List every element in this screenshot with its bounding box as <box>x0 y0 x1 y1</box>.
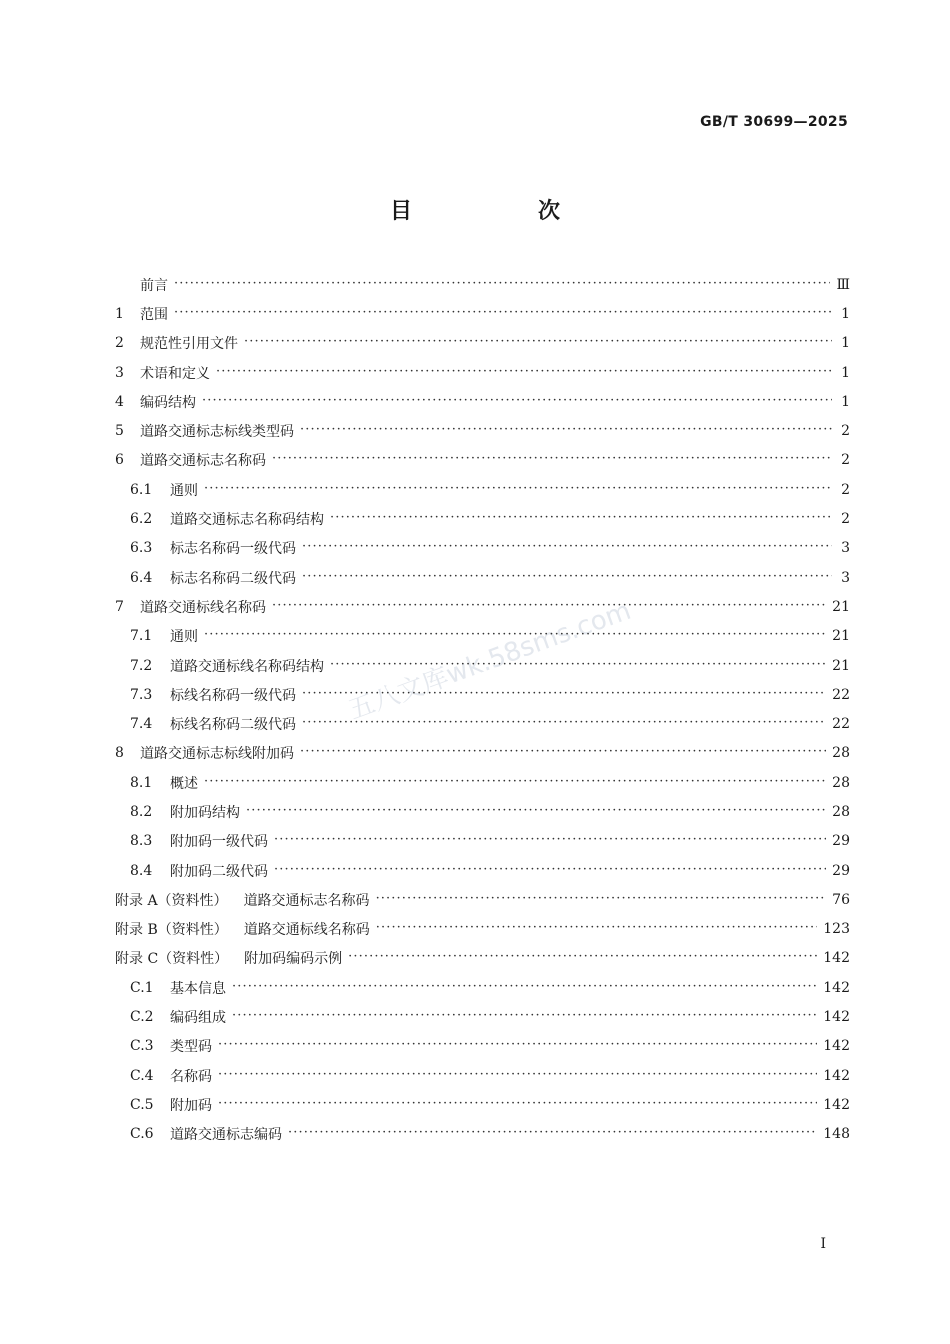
toc-entry[interactable] <box>115 1061 850 1090</box>
toc-entry-page: 2 <box>841 423 850 440</box>
toc-entry[interactable] <box>115 592 850 621</box>
toc-entry[interactable] <box>115 475 850 504</box>
toc-entry-page: 2 <box>841 481 850 498</box>
toc-leader-dots <box>244 336 832 350</box>
toc-entry-number: C.1 <box>130 979 154 996</box>
toc-entry[interactable] <box>115 446 850 475</box>
toc-entry-label: 术语和定义 <box>140 365 210 382</box>
toc-entry-label: 通则 <box>170 482 198 499</box>
toc-entry-number: C.4 <box>130 1067 154 1084</box>
toc-entry-page: 76 <box>832 891 850 908</box>
toc-leader-dots <box>302 717 826 731</box>
toc-entry-number: 6.4 <box>130 569 153 586</box>
toc-entry-label: 基本信息 <box>170 980 226 997</box>
toc-entry[interactable] <box>115 622 850 651</box>
toc-entry-label: 类型码 <box>170 1039 212 1056</box>
toc-entry-label: 附加码编码示例 <box>244 951 343 968</box>
toc-entry-number: 附录 A（资料性） <box>115 892 228 909</box>
toc-entry-label: 道路交通标志名称码结构 <box>170 512 324 529</box>
toc-entry[interactable] <box>115 915 850 944</box>
toc-entry-page: 123 <box>823 921 850 938</box>
toc-entry-page: 22 <box>832 686 850 703</box>
toc-entry-page: 28 <box>832 774 850 791</box>
toc-leader-dots <box>218 1039 817 1053</box>
toc-entry-number: 4 <box>115 393 124 410</box>
toc-entry[interactable] <box>115 768 850 797</box>
toc-entry[interactable] <box>115 270 850 299</box>
toc-entry[interactable] <box>115 944 850 973</box>
toc-entry-label: 附加码 <box>170 1097 212 1114</box>
toc-entry-page: 142 <box>823 1096 850 1113</box>
toc-entry-label: 编码结构 <box>140 394 196 411</box>
toc-entry-page: 3 <box>841 540 850 557</box>
toc-entry-label: 规范性引用文件 <box>140 336 238 353</box>
toc-entry-number: 6 <box>115 452 124 469</box>
toc-entry-label: 道路交通标线名称码结构 <box>170 658 324 675</box>
toc-leader-dots <box>288 1127 817 1141</box>
toc-entry-page: 148 <box>823 1126 850 1143</box>
toc-leader-dots <box>300 746 826 760</box>
toc-leader-dots <box>330 512 832 526</box>
toc-entry-number: 2 <box>115 335 124 352</box>
toc-entry-label: 道路交通标志名称码 <box>140 453 266 470</box>
toc-entry-page: 3 <box>841 569 850 586</box>
toc-entry-page: 1 <box>841 364 850 381</box>
toc-entry[interactable] <box>115 651 850 680</box>
toc-entry-number: 8.3 <box>130 833 153 850</box>
toc-entry-number: 1 <box>115 305 124 322</box>
toc-leader-dots <box>376 922 818 936</box>
toc-leader-dots <box>300 424 832 438</box>
toc-entry-number: 3 <box>115 364 124 381</box>
toc-leader-dots <box>376 893 827 907</box>
toc-leader-dots <box>202 395 832 409</box>
toc-entry-number: 6.2 <box>130 511 153 528</box>
toc-entry[interactable] <box>115 358 850 387</box>
toc-leader-dots <box>232 1010 817 1024</box>
toc-entry[interactable] <box>115 1002 850 1031</box>
toc-entry-page: 21 <box>832 598 850 615</box>
toc-entry-page: 21 <box>832 628 850 645</box>
toc-entry-label: 道路交通标志名称码 <box>243 892 370 909</box>
toc-leader-dots <box>246 805 826 819</box>
watermark: 五八文库wk.58sms.com <box>344 595 635 726</box>
toc-entry-number: 7 <box>115 598 124 615</box>
toc-leader-dots <box>174 307 832 321</box>
toc-entry-label: 范围 <box>140 306 168 323</box>
toc-entry[interactable] <box>115 1120 850 1149</box>
toc-entry-page: 142 <box>823 950 850 967</box>
toc-leader-dots <box>272 453 832 467</box>
toc-leader-dots <box>204 629 826 643</box>
toc-entry-number: 6.3 <box>130 540 153 557</box>
toc-entry-number: 7.4 <box>130 716 153 733</box>
toc-entry[interactable] <box>115 1090 850 1119</box>
toc-entry-label: 名称码 <box>170 1068 212 1085</box>
toc-entry-page: 1 <box>841 393 850 410</box>
toc-entry-label: 通则 <box>170 629 198 646</box>
toc-leader-dots <box>232 981 817 995</box>
toc-entry[interactable] <box>115 885 850 914</box>
toc-entry-page: 29 <box>832 833 850 850</box>
toc-leader-dots <box>272 600 826 614</box>
toc-leader-dots <box>218 1098 817 1112</box>
toc-entry-number: C.5 <box>130 1096 154 1113</box>
page-title: 目 次 <box>389 199 612 224</box>
toc-entry-number: 6.1 <box>130 481 153 498</box>
toc-entry-number: 8 <box>115 745 124 762</box>
toc-entry-page: Ⅲ <box>836 276 850 293</box>
toc-entry-page: 2 <box>841 511 850 528</box>
toc-entry-number: 8.1 <box>130 774 153 791</box>
toc-entry[interactable] <box>115 739 850 768</box>
toc-entry-number: 7.1 <box>130 628 153 645</box>
toc-entry-number: C.2 <box>130 1009 154 1026</box>
toc-entry-label: 道路交通标志编码 <box>170 1127 282 1144</box>
toc-entry-number: 8.4 <box>130 862 153 879</box>
toc-entry[interactable] <box>115 416 850 445</box>
toc-entry[interactable] <box>115 504 850 533</box>
page-folio: Ⅰ <box>820 1236 826 1252</box>
toc-entry-page: 1 <box>841 335 850 352</box>
toc-entry-page: 29 <box>832 862 850 879</box>
toc-entry[interactable] <box>115 1032 850 1061</box>
toc-entry-number: 8.2 <box>130 803 153 820</box>
toc-entry-number: 附录 B（资料性） <box>115 922 228 939</box>
toc-leader-dots <box>218 1069 817 1083</box>
toc-leader-dots <box>174 278 830 292</box>
toc-leader-dots <box>204 483 832 497</box>
toc-entry-label: 前言 <box>140 277 168 294</box>
toc-leader-dots <box>302 688 826 702</box>
toc-entry-number: 7.2 <box>130 657 153 674</box>
toc-entry-number: 5 <box>115 423 124 440</box>
toc-entry-number: 附录 C（资料性） <box>115 951 229 968</box>
toc-entry-page: 2 <box>841 452 850 469</box>
toc-leader-dots <box>302 541 832 555</box>
toc-entry-label: 标线名称码一级代码 <box>170 687 296 704</box>
toc-leader-dots <box>274 834 826 848</box>
toc-entry-label: 标志名称码一级代码 <box>170 541 296 558</box>
toc-entry-label: 附加码二级代码 <box>170 863 268 880</box>
toc-entry-label: 标线名称码二级代码 <box>170 717 296 734</box>
toc-entry-page: 22 <box>832 716 850 733</box>
toc-entry-label: 标志名称码二级代码 <box>170 570 296 587</box>
toc-entry[interactable] <box>115 680 850 709</box>
toc-entry-label: 道路交通标志标线类型码 <box>140 424 294 441</box>
toc-leader-dots <box>216 366 832 380</box>
toc-entry[interactable] <box>115 387 850 416</box>
toc-entry-page: 28 <box>832 803 850 820</box>
toc-leader-dots <box>348 951 817 965</box>
toc-entry-label: 道路交通标线名称码 <box>243 922 370 939</box>
toc-entry[interactable] <box>115 827 850 856</box>
toc-leader-dots <box>330 659 826 673</box>
toc-entry[interactable] <box>115 973 850 1002</box>
toc-entry-label: 概述 <box>170 775 198 792</box>
toc-entry[interactable] <box>115 534 850 563</box>
toc-entry-page: 21 <box>832 657 850 674</box>
toc-entry[interactable] <box>115 797 850 826</box>
toc-entry[interactable] <box>115 856 850 885</box>
toc-entry-number: C.6 <box>130 1126 154 1143</box>
toc-entry-page: 142 <box>823 979 850 996</box>
toc-leader-dots <box>274 864 826 878</box>
standard-code: GB/T 30699—2025 <box>700 114 848 130</box>
toc-entry-label: 编码组成 <box>170 1010 226 1027</box>
toc-entry-page: 1 <box>841 305 850 322</box>
toc-entry[interactable] <box>115 563 850 592</box>
toc-entry-page: 142 <box>823 1038 850 1055</box>
toc-entry-number: C.3 <box>130 1038 154 1055</box>
toc-leader-dots <box>302 571 832 585</box>
toc-leader-dots <box>204 776 826 790</box>
toc-entry-page: 142 <box>823 1009 850 1026</box>
toc-entry-label: 道路交通标志标线附加码 <box>140 746 294 763</box>
toc-entry[interactable] <box>115 299 850 328</box>
toc-entry-label: 附加码结构 <box>170 804 240 821</box>
toc-entry-label: 道路交通标线名称码 <box>140 599 266 616</box>
toc-entry-page: 28 <box>832 745 850 762</box>
toc-entry-number: 7.3 <box>130 686 153 703</box>
table-of-contents <box>115 270 850 1149</box>
toc-entry[interactable] <box>115 329 850 358</box>
toc-entry[interactable] <box>115 709 850 738</box>
toc-entry-page: 142 <box>823 1067 850 1084</box>
toc-entry-label: 附加码一级代码 <box>170 834 268 851</box>
